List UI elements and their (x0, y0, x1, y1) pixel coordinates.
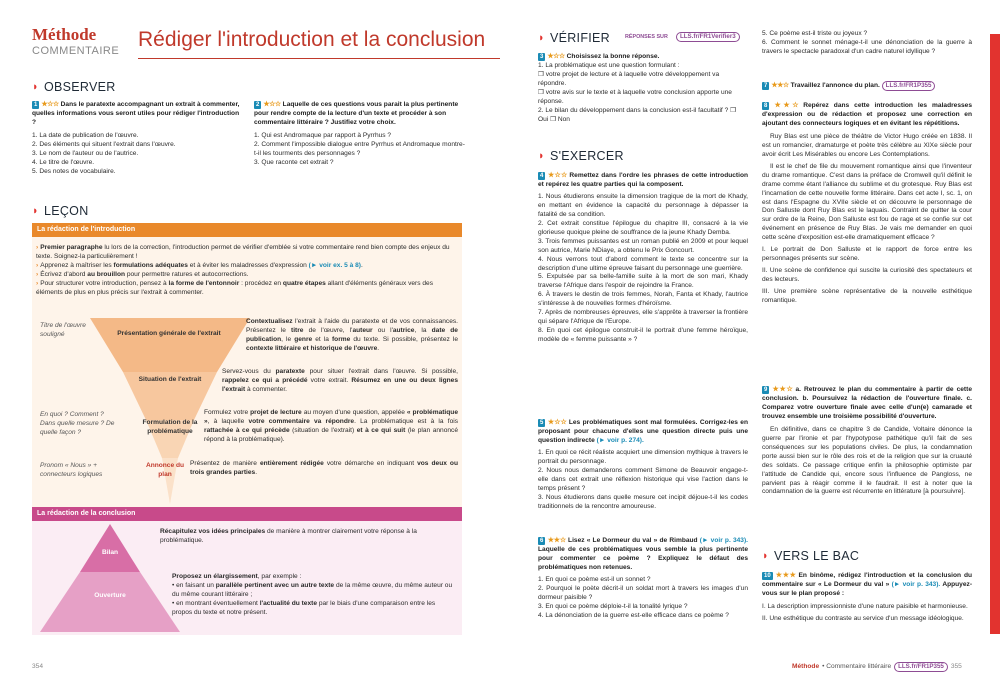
see-page-link[interactable]: (► voir p. 343). (699, 537, 748, 544)
exercise-number: 10 (764, 573, 771, 579)
section-vers-le-bac (762, 548, 859, 565)
exercise-2 (254, 100, 466, 168)
chevron-right-icon: ◗ (32, 81, 39, 94)
difficulty-stars-icon: ★☆☆ (547, 53, 565, 60)
list-item: 3. Le nom de l'auteur ou de l'autrice. (32, 149, 139, 157)
exercise-number: 2 (256, 102, 260, 108)
list-item: 6. À travers le destin de trois femmes, Norah, Fanta et Khady, l'autrice s'intéresse à de nouvelles formes d'héroïsme. (538, 291, 748, 308)
bullet-item: › Premier paragraphe lu lors de la correction, l'introduction permet de vérifier d'emblée si votre commentaire rend bien compte des enjeux du texte. Soignez-la particulièrement ! (36, 244, 450, 260)
list-item: 5. Des notes de vocabulaire. (32, 167, 116, 175)
bilan-text: Récapitulez vos idées principales de manière à montrer clairement votre réponse à la problématique. (160, 528, 417, 544)
list-item: 1. La problématique est une question formulant : (538, 61, 680, 69)
difficulty-stars-icon: ★★☆ (771, 82, 789, 89)
exercise-6: 6 ★★☆ Lisez « Le Dormeur du val » de Rimbaud (► voir p. 343). Laquelle de ces problématiques vous semble la plus pertinente pour commenter ce poème ? Expliquez le défaut des problématiques non retenues. 1. En quoi ce poème est-il un sonnet ? 2. Pourquoi le poète décrit-il un soldat mort à travers les images d'un dormeur paisible ? 3. En quoi ce poème déploie-t-il la tonalité lyrique ? 4. La dénonciation de la guerre est-elle efficace dans ce poème ? (538, 537, 748, 619)
ouverture-text: Proposez un élargissement, par exemple : • en faisant un parallèle pertinent avec un autre texte de la même œuvre, du même auteur ou du même courant littéraire ; • en montrant éventuellement l'actualité du texte par le biais d'une comparaison entre les propos du texte et notre présent. (172, 573, 456, 618)
bilan-label: Bilan (101, 549, 119, 556)
section-title: S'EXERCER (549, 149, 624, 163)
section-title: VERS LE BAC (773, 549, 860, 563)
section-observer (32, 79, 116, 96)
see-page-link[interactable]: (► voir p. 274). (596, 436, 644, 444)
plan-item: I. La description impressionniste d'une nature paisible et harmonieuse. (762, 602, 968, 610)
ouverture-shape (40, 572, 180, 632)
intro-header-bar: La rédaction de l'introduction (32, 223, 462, 237)
footer-label-bold: Méthode (792, 662, 820, 670)
exercise-6-continued (762, 30, 972, 57)
chevron-right-icon: ◗ (538, 150, 545, 163)
difficulty-stars-icon: ★★☆ (771, 102, 802, 109)
list-item: 3. Trois femmes puissantes est un roman publié en 2009 et pour lequel son autrice, Marie NDiaye, a obtenu le Prix Goncourt. (538, 237, 748, 254)
funnel-side-note-3: En quoi ? Comment ? Dans quelle mesure ? De quelle façon ? (40, 411, 115, 436)
plan-item: II. Une esthétique du contraste au service d'un message idéologique. (762, 614, 964, 622)
section-title: VÉRIFIER (549, 31, 611, 45)
answer-list (32, 132, 240, 177)
see-page-link[interactable]: (► voir p. 343). (891, 580, 941, 588)
exercise-number: 8 (764, 103, 768, 109)
chevron-right-icon: ◗ (538, 32, 545, 45)
funnel-layer-1 (90, 318, 250, 372)
chevron-right-icon: ◗ (762, 550, 769, 563)
exercise-1 (32, 100, 240, 177)
section-exercer (538, 148, 624, 165)
footer-right (792, 662, 962, 672)
exercise-prompt: 1 ★☆☆ Dans le paratexte accompagnant un extrait à commenter, quelles informations vous seront utiles pour rédiger l'introduction ? (32, 101, 240, 126)
funnel-label-1: Présentation générale de l'extrait (117, 330, 221, 337)
bullet-item: › Pour structurer votre introduction, pensez à la forme de l'entonnoir : procédez en quatre étapes allant d'éléments généraux vers des éléments de plus en plus précis sur l'extrait à commenter. (36, 279, 433, 296)
funnel-text-1: Contextualisez l'extrait à l'aide du paratexte et de vos connaissances. Présentez le titre de l'œuvre, l'auteur ou l'autrice, la date de publication, le genre et la forme du texte. Si possible, présentez le contexte littéraire et historique de l'œuvre. (246, 318, 458, 352)
chevron-icon: › (36, 279, 39, 287)
funnel-text-3: Formulez votre projet de lecture au moyen d'une question, appelée « problématique », à laquelle votre commentaire va répondre. La problématique est à la fois rattachée à ce qui précède (situation de l'extrait) et à ce qui suit (le plan annoncé répond à la problématique). (204, 409, 458, 443)
list-item: 1. Qui est Andromaque par rapport à Pyrrhus ? (254, 131, 392, 139)
exercise-number: 3 (540, 54, 544, 60)
page-number-left: 354 (32, 663, 44, 670)
page-title: Rédiger l'introduction et la conclusion (138, 28, 486, 51)
exercise-number: 5 (540, 420, 544, 426)
chevron-icon: › (36, 270, 39, 278)
chevron-icon: › (36, 261, 39, 269)
funnel-side-note-4: Pronom « Nous » + connecteurs logiques (40, 462, 103, 478)
exercise-10: 10 ★★★ En binôme, rédigez l'introduction et la conclusion du commentaire sur « Le Dormeur du val » (► voir p. 343). Appuyez-vous sur le plan proposé : I. La description impressionniste d'une nature paisible et harmonieuse. II. Une esthétique du contraste au service d'un message idéologique. (762, 572, 973, 622)
exercise-number: 4 (540, 173, 544, 179)
title-rule (138, 58, 500, 59)
exercise-5: 5 ★☆☆ Les problématiques sont mal formulées. Corrigez-les en proposant pour chacune d'elles une question directe puis une question indirecte (► voir p. 274). 1. En quoi ce récit réaliste acquiert une dimension mythique à travers le portrait du personnage. 2. Nous nous demanderons comment Simone de Beauvoir engage-t-elle dans cet extrait une réflexion historique qui vise l'action dans le temps présent ? 3. Nous étudierons dans quelle mesure cet incipit déjoue-t-il les codes traditionnels de la rencontre amoureuse. (538, 419, 748, 510)
exercise-3: 3 ★☆☆ Choisissez la bonne réponse. 1. La problématique est une question formulant : ❒ votre projet de lecture et à laquelle votre développement va répondre. ❒ votre avis sur le texte et à laquelle votre conclusion apporte une réponse. 2. Le bilan du développement dans la conclusion est-il facultatif ? ❒ Oui ❒ Non (538, 52, 748, 125)
difficulty-stars-icon: ★★☆ (547, 537, 567, 544)
funnel-label-3: Formulation de la problématique (142, 419, 198, 435)
list-item: 1. En quoi ce récit réaliste acquiert une dimension mythique à travers le portrait du personnage. (538, 448, 748, 465)
ouverture-bullet: • en faisant un parallèle pertinent avec un autre texte de la même œuvre, du même auteur ou du même courant littéraire ; (172, 581, 453, 598)
list-item: 4. Le titre de l'œuvre. (32, 158, 95, 166)
difficulty-stars-icon: ★☆☆ (547, 172, 568, 179)
list-item: 2. Des éléments qui situent l'extrait dans l'œuvre. (32, 140, 176, 148)
list-item: 5. Expulsée par sa belle-famille suite à la mort de son mari, Khady traverse l'Afrique dans l'espoir de rejoindre la France. (538, 273, 748, 290)
plan-item: III. Une première scène représentative de la nouvelle esthétique romantique. (762, 288, 972, 305)
plan-item: I. Le portrait de Don Salluste et le rapport de force entre les personnages présents sur scène. (762, 246, 972, 263)
difficulty-stars-icon: ★☆☆ (41, 101, 59, 108)
answer-list (254, 132, 466, 168)
section-verifier (538, 30, 610, 47)
difficulty-stars-icon: ★☆☆ (263, 101, 281, 108)
list-item: 3. Nous étudierons dans quelle mesure cet incipit déjoue-t-il les codes traditionnels de la rencontre amoureuse. (538, 493, 748, 510)
list-item: 6. Comment le sonnet ménage-t-il une dénonciation de la guerre à travers le spectacle paradoxal d'un cadre naturel idyllique ? (762, 38, 972, 55)
funnel-label-2: Situation de l'extrait (138, 376, 202, 383)
ouverture-label: Ouverture (94, 592, 126, 599)
list-item: 2. Nous nous demanderons comment Simone de Beauvoir engage-t-elle dans cet extrait une réflexion historique qui vise l'action dans le temps présent ? (538, 466, 748, 492)
lesson-bullets (36, 244, 456, 298)
excerpt-paragraph: En définitive, dans ce chapitre 3 de Candide, Voltaire dénonce la guerre par l'ironie et par l'hypotypose pathétique qu'il fait de ses conséquences sur les populations civiles. De plus, la condamnation porte aussi bien sur le rôle des rois et de la religion que sur la cruauté des soldats. Ce passage critique enfin la philosophie optimiste par l'attitude de Candide qui, encore sous l'influence de Pangloss, ne parvient pas à réagir comme il le faudrait. Il est à noter que la condamnation de la guerre est récurrente en littérature [à poursuivre]. (762, 425, 972, 496)
section-title: LEÇON (43, 204, 89, 218)
list-item: 4. La dénonciation de la guerre est-elle efficace dans ce poème ? (538, 611, 729, 619)
answers-link[interactable]: LLS.fr/FR1Verifier3 (676, 32, 740, 42)
exercise-number: 1 (34, 102, 38, 108)
funnel-text-2: Servez-vous du paratexte pour situer l'extrait dans l'œuvre. Si possible, rappelez ce qui a précédé votre extrait. Résumez en une ou deux lignes l'extrait à commenter. (222, 368, 458, 393)
list-item: 2. Le bilan du développement dans la conclusion est-il facultatif ? ❒ Oui ❒ Non (538, 106, 736, 123)
exercise-9: 9 ★★☆ a. Retrouvez le plan du commentaire à partir de cette conclusion. b. Poursuivez la rédaction de l'ouverture finale. c. Comparez votre ouverture finale avec celle d'un(e) camarade et trouvez ensemble une troisième possibilité d'ouverture. En définitive, dans ce chapitre 3 de Candide, Voltaire dénonce la guerre par l'ironie et par l'hypotypose pathétique qu'il fait de ses conséquences sur les populations civiles. De plus, la condamnation porte aussi bien sur le rôle des rois et de la religion que sur la cruauté des soldats. Ce passage critique enfin la philosophie optimiste par l'attitude de Candide qui, encore sous l'influence de Pangloss, ne parvient pas à réagir comme il le faudrait. Il est à noter que la condamnation de la guerre est récurrente en littérature [à poursuivre]. (762, 386, 972, 496)
exercise-number: 9 (764, 387, 768, 393)
page-number-right: 355 (950, 662, 962, 670)
bullet-item: › Écrivez d'abord au brouillon pour permettre ratures et autocorrections. (36, 270, 249, 278)
list-item: 1. Nous étudierons ensuite la dimension tragique de la mort de Khady, en mettant en évidence la capacité du personnage à dépasser la fatalité de sa condition. (538, 192, 748, 218)
bullet-item: › Apprenez à maîtriser les formulations adéquates et à éviter les maladresses d'expression (► voir ex. 5 à 8). (36, 261, 363, 269)
footer-label: • Commentaire littéraire (822, 662, 892, 670)
list-item: 1. La date de publication de l'œuvre. (32, 131, 139, 139)
list-item: 7. Après de nombreuses épreuves, elle s'apprête à traverser la frontière qui sépare l'Afrique de l'Europe. (538, 309, 748, 326)
exercise-4: 4 ★☆☆ Remettez dans l'ordre les phrases de cette introduction et repérez les quatre parties qui la composent. 1. Nous étudierons ensuite la dimension tragique de la mort de Khady, en mettant en évidence la capacité du personnage à dépasser la fatalité de sa condition. 2. Cet extrait constitue l'épilogue du chapitre III, consacré à la vie glorieuse quoique pleine de souffrance de la jeune Khady Demba. 3. Trois femmes puissantes est un roman publié en 2009 et pour lequel son autrice, Marie NDiaye, a obtenu le Prix Goncourt. 4. Nous verrons tout d'abord comment le texte se concentre sur la description d'une ultime épreuve faisant du personnage une guerrière. 5. Expulsée par sa belle-famille suite à la mort de son mari, Khady traverse l'Afrique dans l'espoir de rejoindre la France. 6. À travers le destin de trois femmes, Norah, Fanta et Khady, l'autrice s'intéresse à de nouvelles formes d'héroïsme. 7. Après de nombreuses épreuves, elle s'apprête à traverser la frontière qui sépare l'Afrique de l'Europe. 8. En quoi cet épilogue construit-il le portrait d'une femme héroïque, modèle de « femme puissante » ? (538, 172, 748, 344)
exercise-number: 7 (764, 83, 768, 89)
exercise-prompt: 2 ★☆☆ Laquelle de ces questions vous parait la plus pertinente pour rendre compte de la lecture d'un texte et procéder à son commentaire littéraire ? Justifiez votre choix. (254, 101, 459, 126)
funnel-text-4: Présentez de manière entièrement rédigée votre démarche en indiquant vos deux ou trois grandes parties. (190, 460, 458, 476)
difficulty-stars-icon: ★★★ (774, 572, 797, 579)
choice-item[interactable]: ❒ votre projet de lecture et à laquelle votre développement va répondre. (538, 70, 720, 87)
exercise-7: 7 ★★☆ Travaillez l'annonce du plan. LLS.fr/FR1P355 (762, 81, 972, 91)
plan-item: II. Une scène de confidence qui suscite la curiosité des spectateurs et des lecteurs. (762, 267, 972, 284)
method-subtitle: COMMENTAIRE (32, 45, 120, 57)
method-title: Méthode (32, 25, 97, 44)
list-item: 2. Cet extrait constitue l'épilogue du chapitre III, consacré à la vie glorieuse quoique pleine de souffrance de la jeune Khady Demba. (538, 219, 748, 236)
conclusion-diagram (40, 524, 180, 632)
page-edge-tab (990, 34, 1000, 634)
section-lecon (32, 203, 89, 220)
excerpt-paragraph: Il est le chef de file du mouvement romantique ainsi que l'inventeur du drame romantique. C'est dans la préface de Cromwell qu'il définit le drame comme étant l'alliance du sublime et du grotesque. Ruy Blas est l'incarnation de cette nouvelle forme littéraire. Dans cet acte I, sc. 1, on est dans l'Espagne du XVIIe siècle et on découvre le personnage de Don Salluste dont Ruy Blas est le laquais. Contraint de quitter la cour sur ordre de la Reine, Don Salluste est fou de rage et se confie sur cet événement en présence de Ruy Blas. Je vais me demander en quoi cette scène d'exposition est-elle dramatiquement efficace ? (762, 162, 972, 242)
list-item: 8. En quoi cet épilogue construit-il le portrait d'une femme héroïque, modèle de « femme puissante » ? (538, 327, 748, 344)
exercise-8: 8 ★★☆ Repérez dans cette introduction les maladresses d'expression ou de rédaction et proposez une correction en ajoutant des connecteurs logiques et en évitant les répétitions. Ruy Blas est une pièce de théâtre de Victor Hugo créée en 1838. Il est un romancier, dramaturge et poète très célèbre au XIXe siècle pour avoir écrit Les Misérables ou encore Les Contemplations. Il est le chef de file du mouvement romantique ainsi que l'inventeur du drame romantique. C'est dans la préface de Cromwell qu'il définit le drame comme étant l'alliance du sublime et du grotesque. Ruy Blas est l'incarnation de cette nouvelle forme littéraire. Dans cet acte I, sc. 1, on est dans l'Espagne du XVIIe siècle et on découvre le personnage de Don Salluste dont Ruy Blas est le laquais. Contraint de quitter la cour sur ordre de la Reine, Don Salluste est fou de rage et se confie sur cet événement en présence de Ruy Blas. Je vais me demander en quoi cette scène d'exposition est-elle dramatiquement efficace ? I. Le portrait de Don Salluste et le rapport de force entre les personnages présents sur scène. II. Une scène de confidence qui suscite la curiosité des spectateurs et des lecteurs. III. Une première scène représentative de la nouvelle esthétique romantique. (762, 102, 972, 305)
see-exercises-link[interactable]: (► voir ex. 5 à 8) (308, 261, 361, 269)
footer-link[interactable]: LLS.fr/FR1P355 (894, 662, 948, 672)
chevron-right-icon: ◗ (32, 205, 39, 218)
chevron-icon: › (36, 244, 39, 251)
list-item: 2. Comment l'impossible dialogue entre Pyrrhus et Andromaque montre-t-il les tourments des personnages ? (254, 140, 465, 157)
excerpt-paragraph: Ruy Blas est une pièce de théâtre de Victor Hugo créée en 1838. Il est un romancier, dramaturge et poète très célèbre au XIXe siècle pour avoir écrit Les Misérables ou encore Les Contemplations. (762, 132, 972, 158)
conclusion-header-bar: La rédaction de la conclusion (32, 507, 462, 521)
list-item: 3. Que raconte cet extrait ? (254, 158, 334, 166)
list-item: 1. En quoi ce poème est-il un sonnet ? (538, 575, 651, 583)
section-title: OBSERVER (43, 80, 116, 94)
answers-label: RÉPONSES SUR (625, 34, 668, 40)
bilan-shape (80, 524, 140, 572)
ouverture-bullet: • en montrant éventuellement l'actualité du texte par le biais d'une comparaison entre les propos du texte et notre présent. (172, 599, 436, 616)
funnel-label-4: Annonce du plan (145, 462, 185, 478)
difficulty-stars-icon: ★☆☆ (547, 419, 567, 426)
list-item: 5. Ce poème est-il triste ou joyeux ? (762, 30, 868, 37)
list-item: 4. Nous verrons tout d'abord comment le texte se concentre sur la description d'une ultime épreuve faisant du personnage une guerrière. (538, 255, 748, 272)
exercise-number: 6 (540, 538, 544, 544)
list-item: 2. Pourquoi le poète décrit-il un soldat mort à travers les images d'un dormeur paisible ? (538, 584, 748, 601)
choice-item[interactable]: ❒ votre avis sur le texte et à laquelle votre conclusion apporte une réponse. (538, 88, 732, 105)
list-item: 3. En quoi ce poème déploie-t-il la tonalité lyrique ? (538, 602, 688, 610)
exercise-7-link[interactable]: LLS.fr/FR1P355 (882, 81, 936, 91)
funnel-side-note-1: Titre de l'œuvre souligné (40, 322, 86, 338)
method-header (32, 26, 132, 59)
difficulty-stars-icon: ★★☆ (771, 386, 794, 393)
